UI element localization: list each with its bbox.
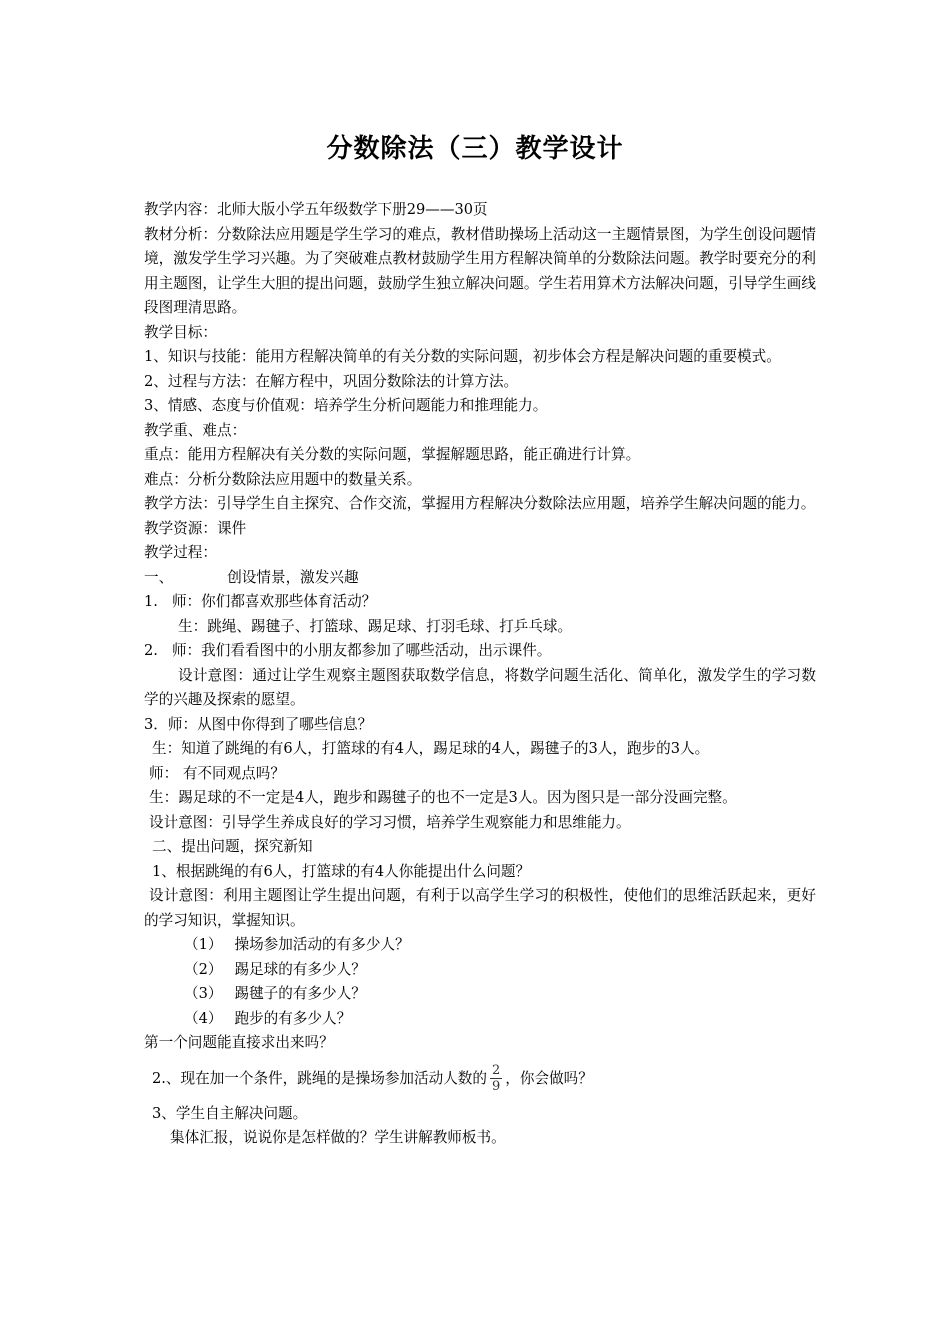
- first-question-prompt: 第一个问题能直接求出来吗？: [144, 1034, 334, 1051]
- list-item-text: 跑步的有多少人？: [234, 1009, 352, 1027]
- list-item-text: 操场参加活动的有多少人？: [234, 936, 410, 953]
- list-item: [144, 958, 816, 983]
- goal-knowledge: 1、知识与技能：能用方程解决简单的有关分数的实际问题，初步体会方程是解决问题的重要模式。: [144, 348, 781, 365]
- problem-2: [144, 1056, 816, 1102]
- design-intent-1: 设计意图：通过让学生观察主题图获取数学信息，将数学问题生活化、简单化，激发学生的学习数学的兴趣及探索的愿望。: [144, 666, 816, 708]
- question-2-number: 2.: [144, 642, 158, 659]
- key-difficult-heading: 教学重、难点：: [144, 421, 247, 439]
- group-report: 集体汇报，说说你是怎样做的？学生讲解教师板书。: [170, 1129, 506, 1146]
- problem-2-text-end: ，你会做吗？: [505, 1069, 593, 1087]
- design-intent-2: 设计意图：引导学生养成良好的学习习惯，培养学生观察能力和思维能力。: [149, 813, 631, 831]
- list-item-number: （3）: [184, 985, 223, 1002]
- question-2: [144, 639, 816, 664]
- question-1-number: 1.: [144, 593, 158, 610]
- process-heading: 教学过程：: [144, 544, 217, 561]
- question-3: 3．师：从图中你得到了哪些信息？: [144, 715, 373, 733]
- question-1: [144, 590, 816, 615]
- teaching-content: 教学内容：北师大版小学五年级数学下册29——30页: [144, 201, 488, 218]
- list-item: [144, 1007, 816, 1032]
- list-item: [144, 933, 816, 958]
- section-1-heading: [144, 566, 816, 591]
- list-item-number: （4）: [184, 1009, 223, 1027]
- material-analysis: 教材分析：分数除法应用题是学生学习的难点，教材借助操场上活动这一主题情景图，为学生创设问题情境，激发学生学习兴趣。为了突破难点教材鼓励学生用方程解决简单的分数除法问题。教学时要充分的利用主题图，让学生大胆的提出问题，鼓励学生独立解决问题。学生若用算术方法解决问题，引导学生画线段图理清思路。: [144, 225, 816, 316]
- list-item: [144, 982, 816, 1007]
- fraction: [490, 1063, 502, 1094]
- fraction-numerator: 2: [492, 1063, 501, 1078]
- answer-4: 生：踢足球的不一定是4人，跑步和踢毽子的也不一定是3人。因为图只是一部分没画完整。: [149, 789, 737, 806]
- problem-1: 1、根据跳绳的有6人，打篮球的有4人你能提出什么问题？: [152, 862, 531, 880]
- problem-3: 3、学生自主解决问题。: [152, 1104, 308, 1122]
- difficult-point: 难点：分析分数除法应用题中的数量关系。: [144, 470, 422, 488]
- document-body: [144, 198, 816, 1151]
- document-title: 分数除法（三）教学设计: [326, 134, 624, 164]
- list-item-number: （1）: [184, 936, 223, 953]
- goal-process: 2、过程与方法：在解方程中，巩固分数除法的计算方法。: [144, 372, 519, 390]
- section-1-number: 一、: [144, 568, 174, 586]
- answer-1: 生：跳绳、踢毽子、打篮球、踢足球、打羽毛球、打乒乓球。: [178, 617, 573, 635]
- list-item-number: （2）: [184, 960, 223, 978]
- question-4: 师： 有不同观点吗？: [149, 764, 285, 782]
- problem-2-text: 2.、现在加一个条件，跳绳的是操场参加活动人数的: [152, 1069, 487, 1087]
- list-item-text: 踢足球的有多少人？: [234, 960, 366, 978]
- question-2-text: 师：我们看看图中的小朋友都参加了哪些活动，出示课件。: [171, 642, 552, 659]
- teaching-method: 教学方法：引导学生自主探究、合作交流，掌握用方程解决分数除法应用题，培养学生解决问题的能力。: [144, 495, 816, 512]
- teaching-resources: 教学资源：课件: [144, 519, 247, 537]
- goals-heading: 教学目标：: [144, 323, 217, 341]
- section-1-title: 创设情景，激发兴趣: [227, 568, 359, 586]
- list-item-text: 踢毽子的有多少人？: [234, 985, 366, 1002]
- key-point: 重点：能用方程解决有关分数的实际问题，掌握解题思路，能正确进行计算。: [144, 446, 641, 463]
- fraction-denominator: 9: [492, 1079, 501, 1094]
- question-1-text: 师：你们都喜欢那些体育活动？: [171, 593, 377, 610]
- section-2-heading: 二、提出问题，探究新知: [152, 838, 313, 855]
- goal-emotion: 3、情感、态度与价值观：培养学生分析问题能力和推理能力。: [144, 397, 548, 414]
- answer-3: 生：知道了跳绳的有6人，打篮球的有4人，踢足球的4人，踢毽子的3人，跑步的3人。: [152, 740, 710, 757]
- design-intent-3: 设计意图：利用主题图让学生提出问题，有利于以高学生学习的积极性，使他们的思维活跃起来，更好的学习知识，掌握知识。: [144, 887, 816, 929]
